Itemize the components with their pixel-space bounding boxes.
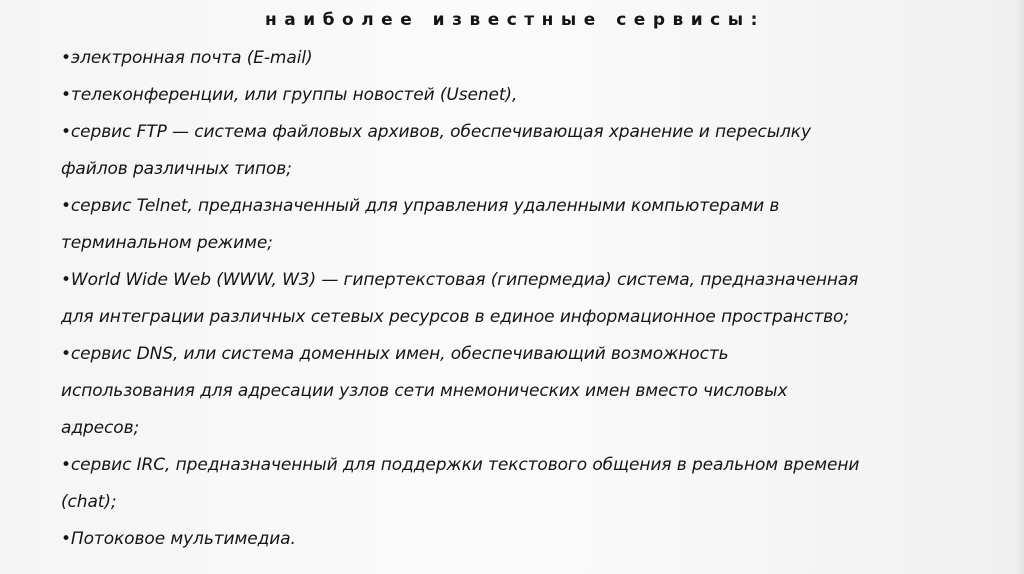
list-item-dns: •сервис DNS, или система доменных имен, обеспечивающий возможность [61,344,729,364]
list-item-dns-continued-1: использования для адресации узлов сети мнемонических имен вместо числовых [61,381,788,401]
list-item-ftp-continued: файлов различных типов; [61,159,292,179]
list-item-telnet-continued: терминальном режиме; [61,233,273,253]
list-item-dns-continued-2: адресов; [61,418,140,438]
list-item-ftp: •сервис FTP — система файловых архивов, обеспечивающая хранение и пересылку [61,122,811,142]
list-item-email: •электронная почта (E-mail) [61,48,313,68]
services-list [61,40,966,558]
list-item-telnet: •сервис Telnet, предназначенный для управления удаленными компьютерами в [61,196,780,216]
list-item-www: •World Wide Web (WWW, W3) — гипертекстовая (гипермедиа) система, предназначенная [61,270,859,290]
list-item-irc: •сервис IRC, предназначенный для поддержки текстового общения в реальном времени [61,455,860,475]
list-item-multimedia: •Потоковое мультимедиа. [61,529,296,549]
slide-title: наиболее известные сервисы: [265,10,765,30]
list-item-usenet: •телеконференции, или группы новостей (Usenet), [61,85,518,105]
slide-edge-shadow [1016,0,1024,574]
list-item-irc-continued: (chat); [61,492,117,512]
list-item-www-continued: для интеграции различных сетевых ресурсов в единое информационное пространство; [61,307,849,327]
